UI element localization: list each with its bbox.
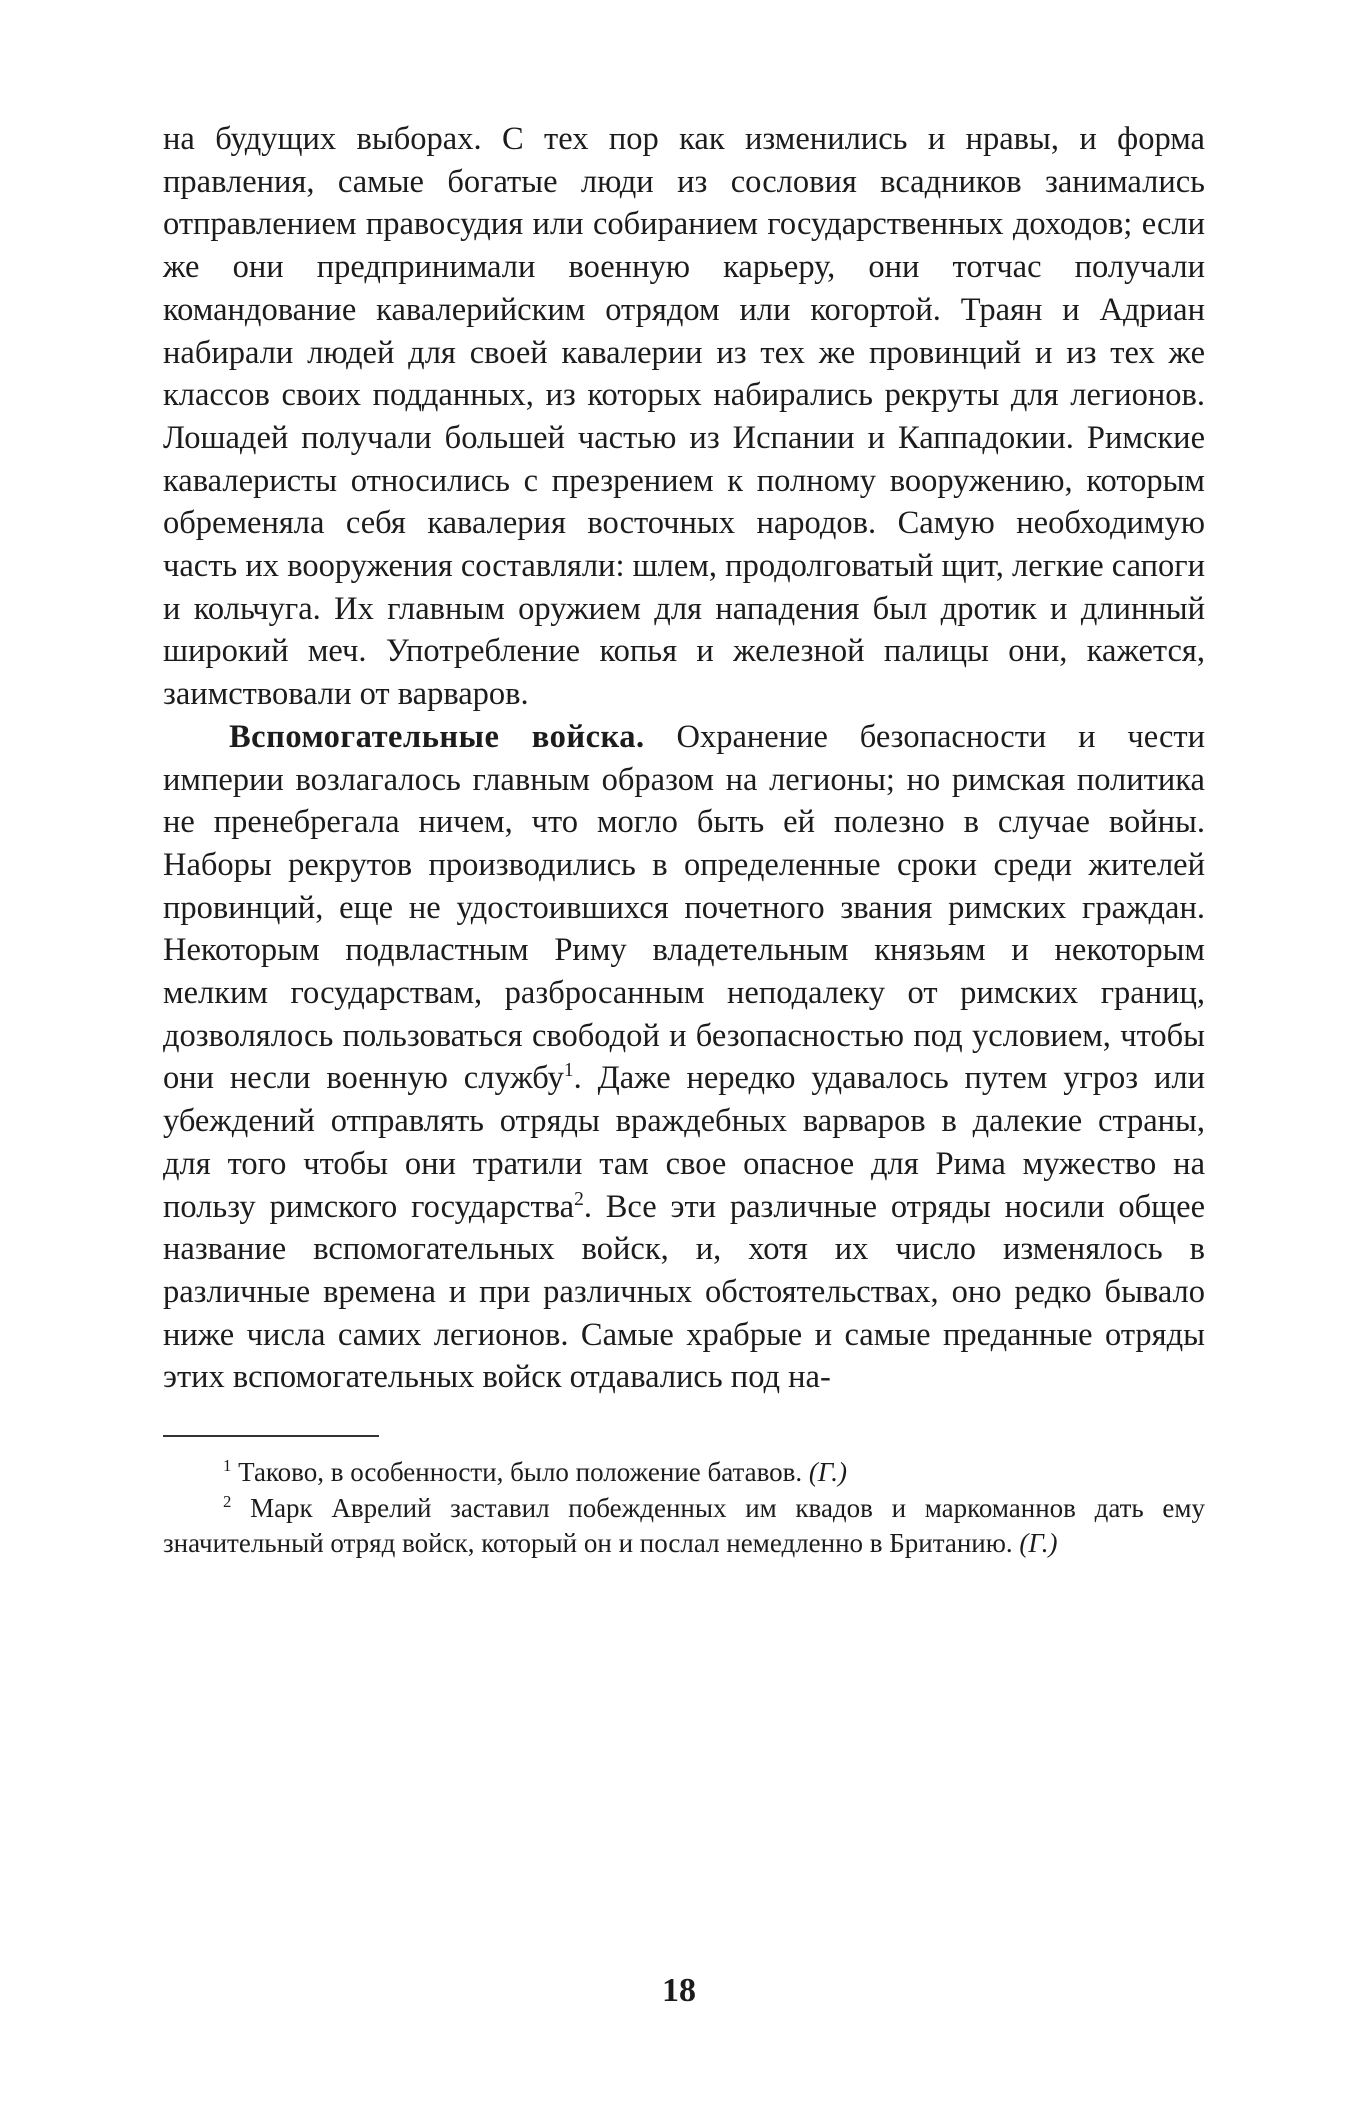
footnote-1-marker: 1 (223, 1456, 232, 1476)
footnotes (163, 1455, 1205, 1562)
main-text (163, 118, 1205, 1399)
footnote-1 (163, 1455, 1205, 1491)
footnote-divider (163, 1435, 379, 1437)
paragraph-1: на будущих выборах. С тех пор как изменились и нравы, и форма правления, самые богатые люди из сословия всадников занимались отправлением правосудия или собиранием государственных доходов; если же они предпринимали военную карьеру, они тотчас получали командование кавалерийским отрядом или когортой. Траян и Адриан набирали людей для своей кавалерии из тех же провинций и из тех же классов своих подданных, из которых набирались рекруты для легионов. Лошадей получали большей частью из Испании и Каппадокии. Римские кавалеристы относились с презрением к полному вооружению, которым обременяла себя кавалерия восточных народов. Самую необходимую часть их вооружения составляли: шлем, продолговатый щит, легкие сапоги и кольчуга. Их главным оружием для нападения был дротик и длинный широкий меч. Употребление копья и железной палицы они, кажется, заимствовали от варваров. (163, 121, 1205, 713)
paragraph-2-text-1: Охранение безопасности и чести империи возлагалось главным образом на легионы; но римская политика не пренебрегала ничем, что могло быть ей полезно в случае войны. Наборы рекрутов производились в определенные сроки среди жителей провинций, еще не удостоившихся почетного звания римских граждан. Некоторым подвластным Риму владетельным князьям и некоторым мелким государствам, разбросанным неподалеку от римских границ, дозволялось пользоваться свободой и безопасностью под условием, чтобы они несли военную службу (163, 718, 1205, 1097)
footnote-2-marker: 2 (223, 1491, 232, 1511)
footnote-2 (163, 1491, 1205, 1562)
footnote-ref-1: 1 (563, 1060, 574, 1082)
page-content (163, 118, 1205, 1562)
footnote-ref-2: 2 (574, 1188, 584, 1210)
footnote-2-attribution: (Г.) (1019, 1528, 1058, 1559)
paragraph-2-text-3: . Все эти различные отряды носили общее название вспомогательных войск, и, хотя их число изменялось в различные времена и при различных обстоятельствах, оно редко бывало ниже числа самих легионов. Самые храбрые и самые преданные отряды этих вспомогательных войск отдавались под на- (163, 1188, 1205, 1396)
footnote-1-text: Таково, в особенности, было положение батавов. (231, 1457, 809, 1488)
footnote-1-attribution: (Г.) (808, 1457, 847, 1488)
paragraph-2-text-2: . Даже нередко удавалось путем угроз или убеждений отправлять отряды враждебных варваров в далекие страны, для того чтобы они тратили там свое опасное для Рима мужество на пользу римского государства (163, 1060, 1206, 1225)
page-number: 18 (662, 1972, 696, 2009)
section-heading: Вспомогательные войска. (229, 718, 645, 755)
footnote-2-text: Марк Аврелий заставил побежденных им квадов и маркоманнов дать ему значительный отряд войск, который он и послал немедленно в Британию. (163, 1492, 1205, 1559)
paragraph-2 (163, 716, 1205, 1399)
